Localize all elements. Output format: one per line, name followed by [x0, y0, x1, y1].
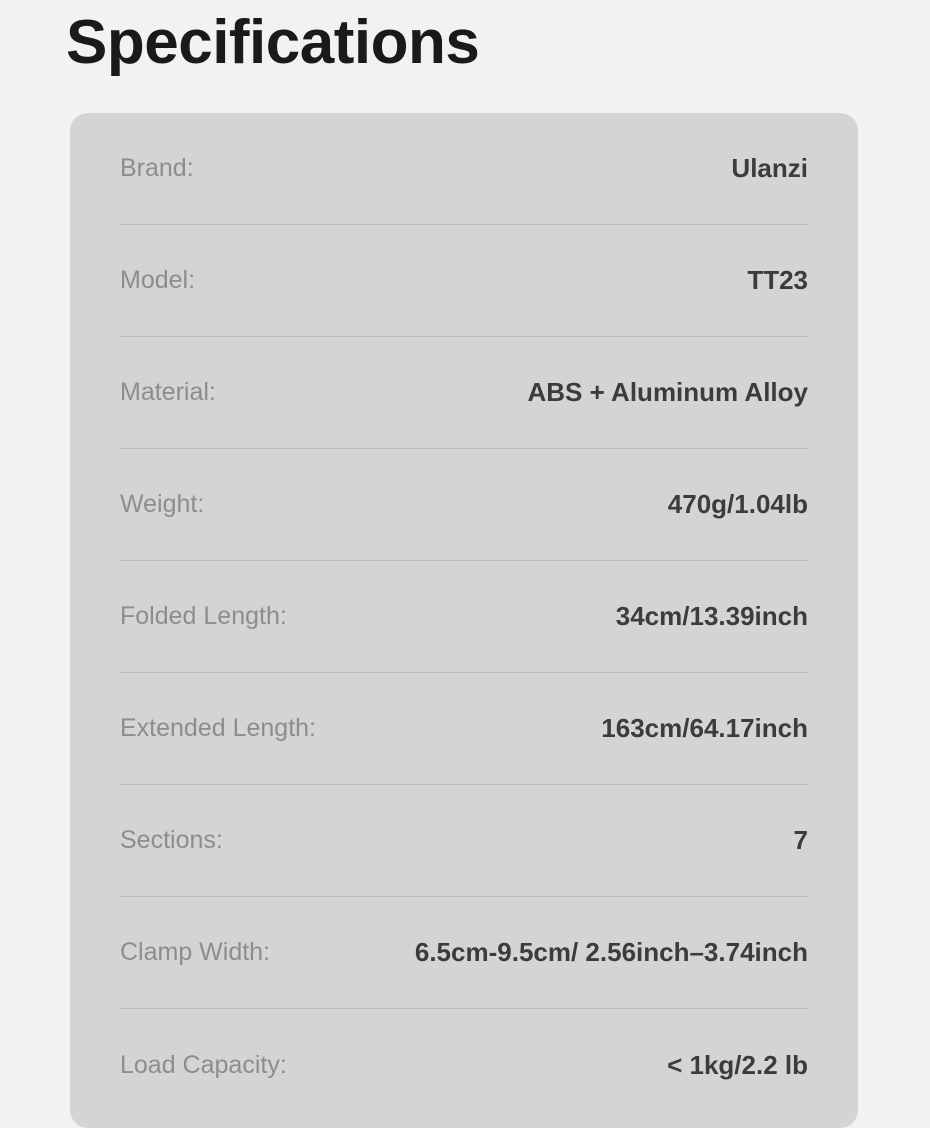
page-title: Specifications: [66, 8, 480, 77]
spec-value: TT23: [747, 265, 808, 295]
spec-label: Brand:: [120, 154, 194, 182]
spec-label: Weight:: [120, 490, 205, 518]
spec-value: 6.5cm-9.5cm/ 2.56inch–3.74inch: [414, 937, 808, 967]
spec-value: Ulanzi: [731, 153, 808, 183]
spec-label: Clamp Width:: [120, 938, 271, 966]
spec-row: [120, 561, 808, 673]
spec-label: Extended Length:: [120, 714, 316, 742]
spec-row: [120, 897, 808, 1009]
spec-row: [120, 113, 808, 225]
spec-label: Material:: [120, 378, 216, 406]
spec-row: [120, 225, 808, 337]
spec-row: [120, 449, 808, 561]
spec-label: Load Capacity:: [120, 1050, 287, 1079]
spec-value: 7: [793, 825, 808, 855]
spec-row: [120, 337, 808, 449]
spec-row: [120, 785, 808, 897]
spec-row: [120, 673, 808, 785]
spec-label: Sections:: [120, 826, 223, 854]
specifications-card: [70, 113, 858, 1128]
spec-label: Model:: [120, 266, 196, 294]
spec-label: Folded Length:: [120, 602, 287, 630]
spec-value: < 1kg/2.2 lb: [667, 1049, 808, 1080]
spec-value: 470g/1.04lb: [667, 489, 808, 519]
spec-value: 34cm/13.39inch: [615, 601, 808, 631]
spec-value: ABS + Aluminum Alloy: [527, 377, 808, 407]
spec-row: [120, 1009, 808, 1121]
spec-value: 163cm/64.17inch: [601, 713, 808, 743]
